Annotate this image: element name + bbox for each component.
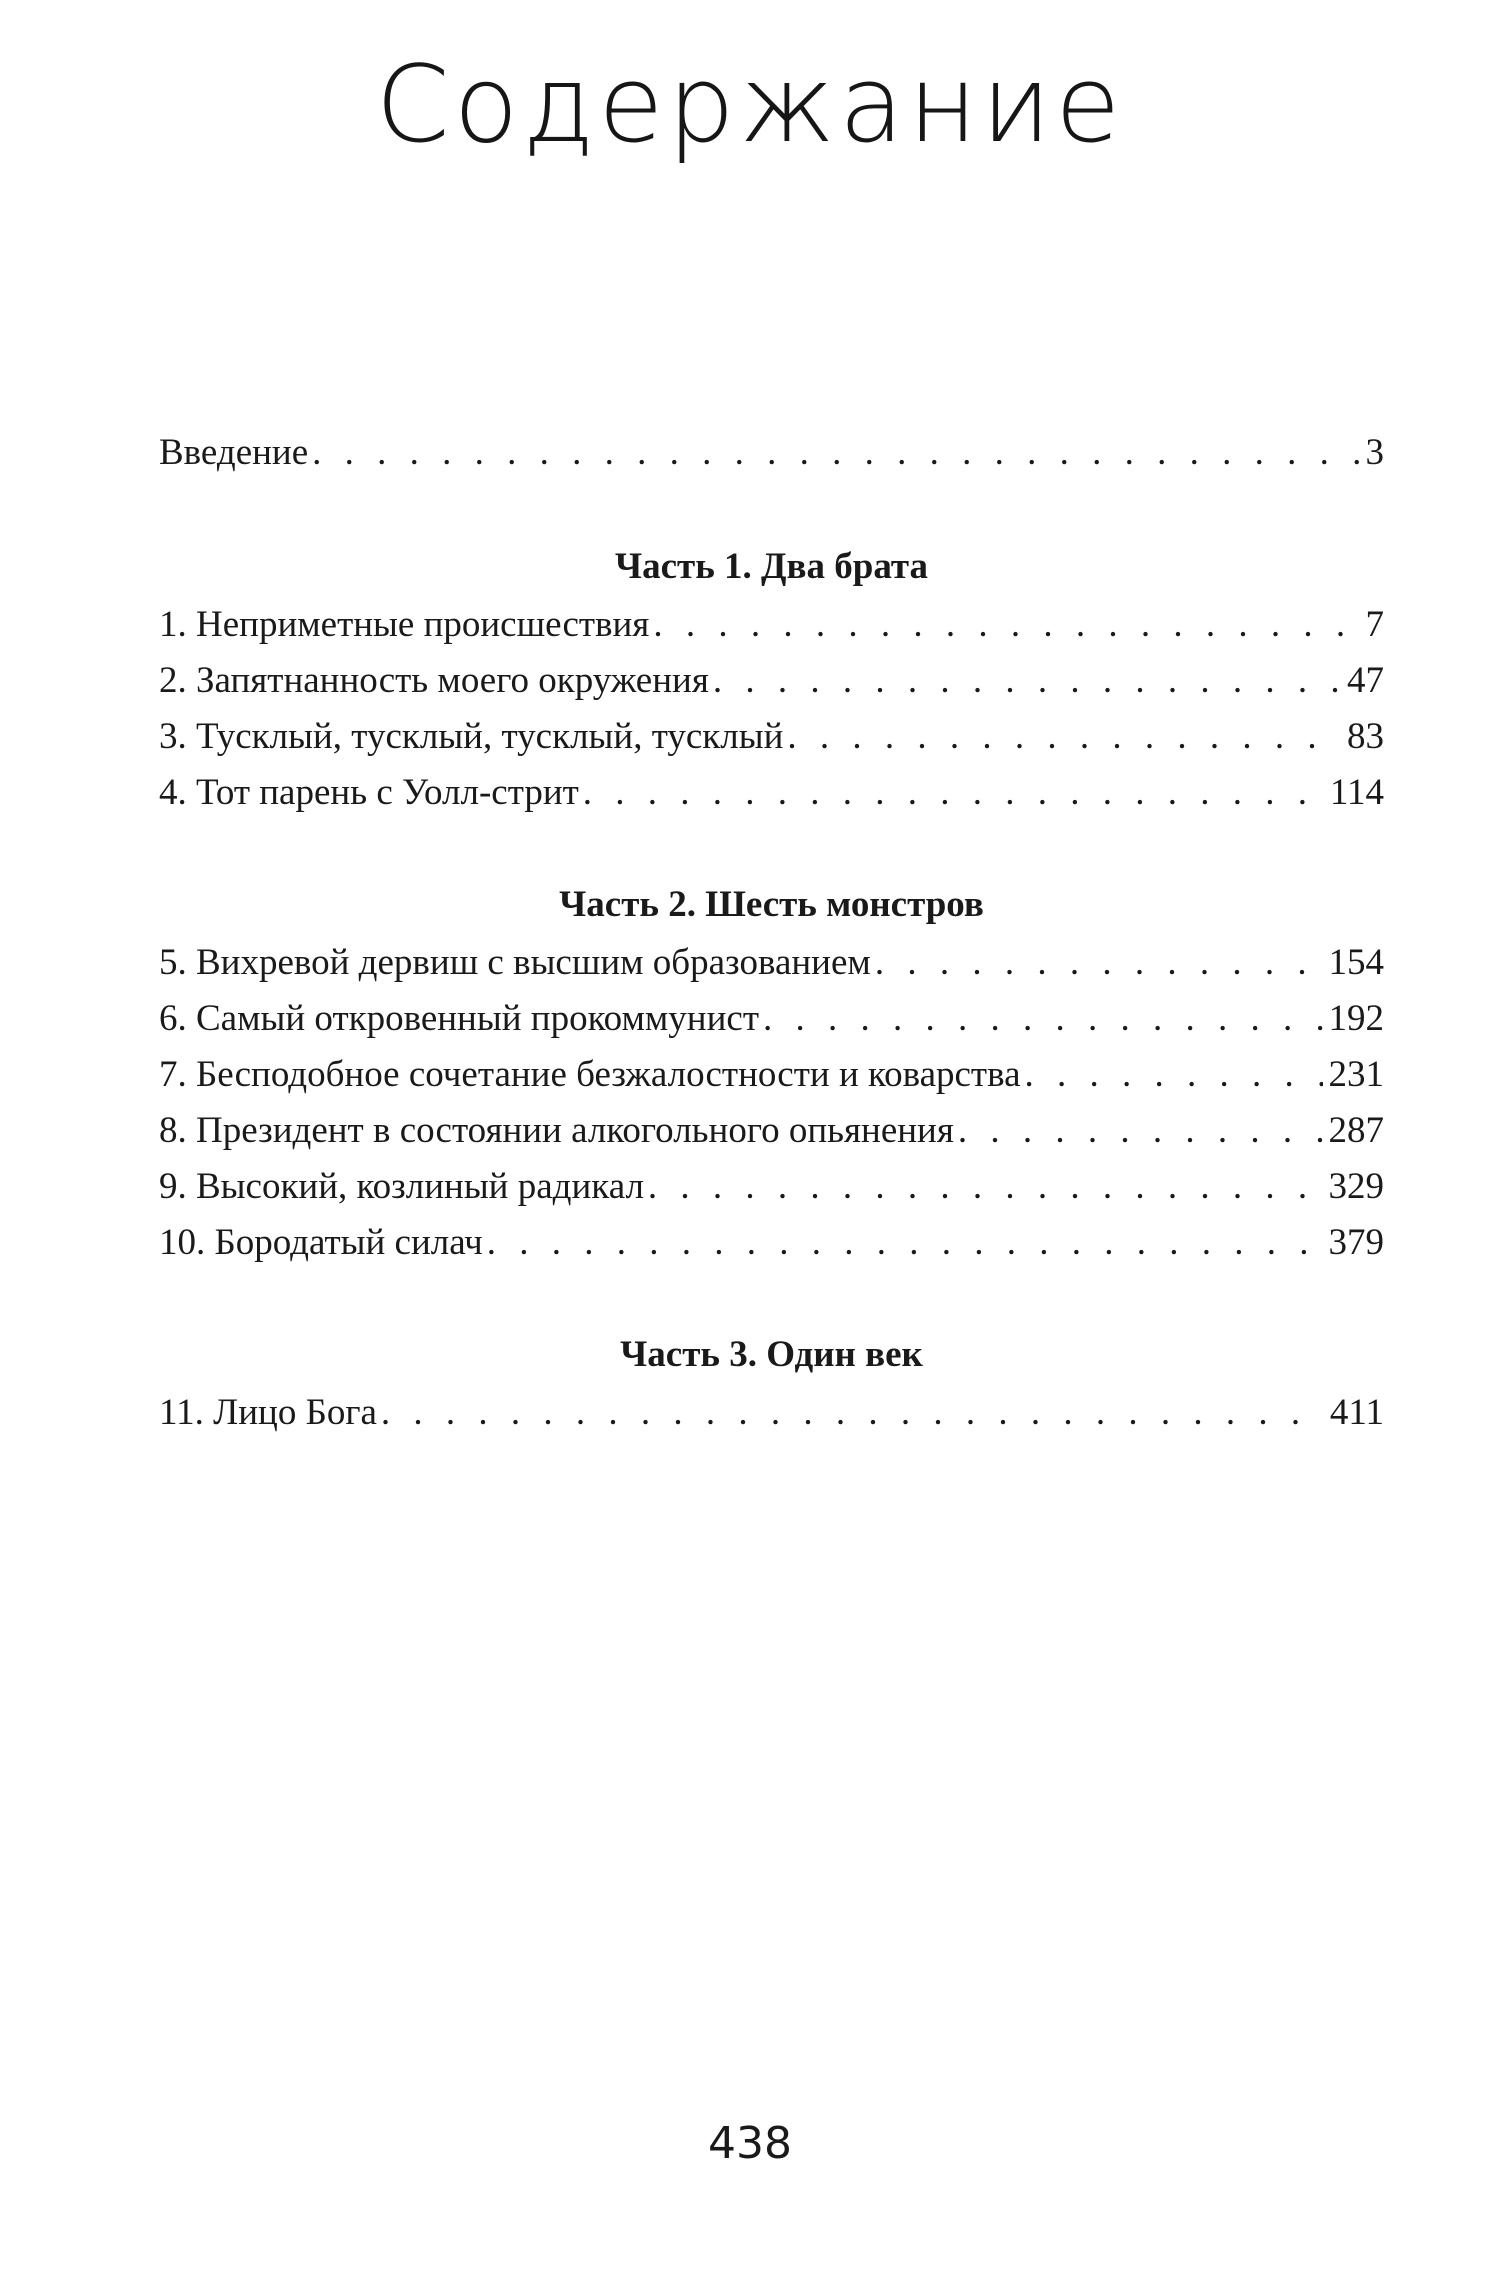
entry-page-number: 287 bbox=[1328, 1110, 1384, 1151]
dot-leader bbox=[381, 1385, 1324, 1441]
entry-title: 9. Высокий, козлиный радикал bbox=[159, 1166, 644, 1207]
dot-leader bbox=[787, 709, 1341, 765]
entry-title: 6. Самый откровенный прокоммунист bbox=[159, 998, 759, 1039]
toc-entry[interactable] bbox=[159, 935, 1384, 991]
entry-page-number: 231 bbox=[1328, 1054, 1384, 1095]
dot-leader bbox=[648, 1159, 1323, 1215]
entry-page-number: 83 bbox=[1347, 716, 1384, 757]
toc-entry[interactable] bbox=[159, 709, 1384, 765]
entry-title: Введение bbox=[159, 432, 309, 473]
entry-title: 11. Лицо Бога bbox=[159, 1392, 377, 1433]
dot-leader bbox=[312, 425, 1359, 481]
toc-entry[interactable] bbox=[159, 1047, 1384, 1103]
entry-page-number: 411 bbox=[1329, 1392, 1384, 1433]
entry-page-number: 154 bbox=[1328, 942, 1384, 983]
page-title: Содержание bbox=[375, 43, 1125, 166]
dot-leader bbox=[583, 765, 1324, 821]
part-heading-2: Часть 2. Шесть монстров bbox=[559, 884, 984, 925]
toc-entry[interactable] bbox=[159, 1159, 1384, 1215]
dot-leader bbox=[713, 653, 1341, 709]
entry-title: 3. Тусклый, тусклый, тусклый, тусклый bbox=[159, 716, 784, 757]
toc-entry[interactable] bbox=[159, 1215, 1384, 1271]
entry-title: 8. Президент в состоянии алкогольного опьянения bbox=[159, 1110, 954, 1151]
page-number: 438 bbox=[708, 2118, 792, 2169]
entry-title: 1. Неприметные происшествия bbox=[159, 604, 650, 645]
part-heading-1: Часть 1. Два брата bbox=[614, 546, 928, 587]
entry-title: 4. Тот парень с Уолл-стрит bbox=[159, 772, 579, 813]
entry-page-number: 379 bbox=[1328, 1222, 1384, 1263]
toc-entry[interactable] bbox=[159, 765, 1384, 821]
toc-entry[interactable] bbox=[159, 653, 1384, 709]
entry-title: 10. Бородатый силач bbox=[159, 1222, 483, 1263]
dot-leader bbox=[875, 935, 1323, 991]
entry-page-number: 114 bbox=[1329, 772, 1384, 813]
toc-entry[interactable] bbox=[159, 991, 1384, 1047]
entry-page-number: 192 bbox=[1328, 998, 1384, 1039]
dot-leader bbox=[763, 991, 1323, 1047]
toc-entry-introduction[interactable] bbox=[159, 425, 1384, 481]
entry-page-number: 47 bbox=[1347, 660, 1384, 701]
entry-page-number: 3 bbox=[1365, 432, 1384, 473]
entry-page-number: 7 bbox=[1365, 604, 1384, 645]
entry-title: 7. Бесподобное сочетание безжалостности и коварства bbox=[159, 1054, 1021, 1095]
toc-entry[interactable] bbox=[159, 1103, 1384, 1159]
dot-leader bbox=[958, 1103, 1323, 1159]
table-of-contents bbox=[159, 425, 1384, 1441]
dot-leader bbox=[487, 1215, 1323, 1271]
toc-entry[interactable] bbox=[159, 597, 1384, 653]
entry-title: 5. Вихревой дервиш с высшим образованием bbox=[159, 942, 871, 983]
part-heading-3: Часть 3. Один век bbox=[620, 1334, 923, 1375]
toc-entry[interactable] bbox=[159, 1385, 1384, 1441]
entry-title: 2. Запятнанность моего окружения bbox=[159, 660, 709, 701]
dot-leader bbox=[1025, 1047, 1323, 1103]
dot-leader bbox=[653, 597, 1359, 653]
entry-page-number: 329 bbox=[1328, 1166, 1384, 1207]
